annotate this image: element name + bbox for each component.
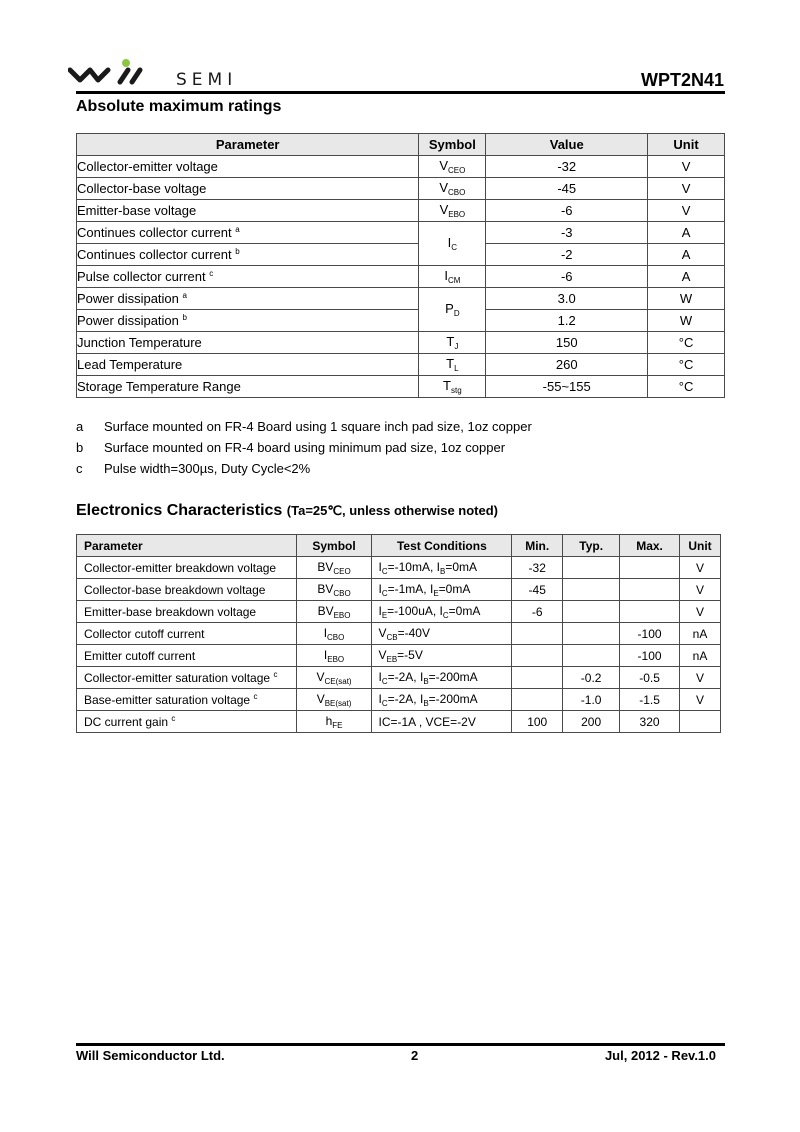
table-row	[77, 266, 725, 288]
param-cell: Junction Temperature	[77, 332, 419, 354]
elec-title: Electronics Characteristics (Ta=25℃, unless otherwise noted)	[76, 502, 498, 519]
param-cell: Collector-emitter voltage	[77, 156, 419, 178]
symbol-cell: $T_L$	[419, 354, 486, 376]
table-header-row	[77, 134, 725, 156]
unit-cell: A	[648, 244, 725, 266]
elec-subtitle: (Ta=25℃, unless otherwise noted)	[286, 503, 498, 518]
condition-cell: $V_{EB}=-5V$	[372, 645, 512, 667]
condition-cell: $I_C=-1mA$, $I_E=0mA$	[372, 579, 512, 601]
param-cell: Collector cutoff current	[77, 623, 297, 645]
symbol-cell: $I_{CBO}$	[296, 623, 372, 645]
footer-rule	[76, 1043, 725, 1046]
condition-cell: IC=-1A , VCE=-2V	[372, 711, 512, 733]
document-id: WPT2N41	[640, 70, 724, 90]
min-cell	[512, 623, 563, 645]
min-cell	[512, 645, 563, 667]
col-header: Symbol	[419, 134, 486, 156]
condition-cell: $I_C=-2A$, $I_B=-200mA$	[372, 689, 512, 711]
param-cell: Continues collector current $^b$	[77, 244, 419, 266]
param-cell: Lead Temperature	[77, 354, 419, 376]
unit-cell: V	[680, 689, 721, 711]
symbol-cell: $I_C$	[419, 222, 486, 266]
typ-cell	[563, 579, 620, 601]
symbol-cell: $T_J$	[419, 332, 486, 354]
unit-cell: W	[648, 288, 725, 310]
table-row	[77, 200, 725, 222]
value-cell: -45	[486, 178, 648, 200]
param-cell: Collector-base voltage	[77, 178, 419, 200]
will-logo-icon	[68, 58, 168, 90]
max-cell	[620, 557, 680, 579]
symbol-cell: $h_{FE}$	[296, 711, 372, 733]
value-cell: -55~155	[486, 376, 648, 398]
brand-text: SEMI	[176, 70, 238, 90]
unit-cell: V	[680, 667, 721, 689]
typ-cell: -1.0	[563, 689, 620, 711]
min-cell: 100	[512, 711, 563, 733]
table-row	[77, 667, 721, 689]
unit-cell: V	[648, 200, 725, 222]
symbol-cell: $I_{EBO}$	[296, 645, 372, 667]
footnotes	[76, 419, 532, 482]
min-cell: -45	[512, 579, 563, 601]
table-row	[77, 645, 721, 667]
max-cell	[620, 601, 680, 623]
unit-cell: nA	[680, 645, 721, 667]
param-cell: Emitter-base breakdown voltage	[77, 601, 297, 623]
col-header: Value	[486, 134, 648, 156]
unit-cell: V	[680, 557, 721, 579]
param-cell: Continues collector current $^a$	[77, 222, 419, 244]
symbol-cell: $V_{CE(sat)}$	[296, 667, 372, 689]
condition-cell: $I_E=-100uA$, $I_C=0mA$	[372, 601, 512, 623]
max-cell: -0.5	[620, 667, 680, 689]
footnote: a Surface mounted on FR-4 Board using 1 square inch pad size, 1oz copper	[76, 419, 532, 434]
symbol-cell: $P_D$	[419, 288, 486, 332]
min-cell: -6	[512, 601, 563, 623]
col-header: Min.	[512, 535, 563, 557]
unit-cell: W	[648, 310, 725, 332]
table-row	[77, 376, 725, 398]
table-row	[77, 178, 725, 200]
symbol-cell: $V_{CEO}$	[419, 156, 486, 178]
col-header: Typ.	[563, 535, 620, 557]
param-cell: Base-emitter saturation voltage $^c$	[77, 689, 297, 711]
param-cell: Collector-base breakdown voltage	[77, 579, 297, 601]
abs-max-title: Absolute maximum ratings	[76, 98, 282, 115]
table-row	[77, 601, 721, 623]
page-number: 2	[411, 1048, 419, 1063]
value-cell: -3	[486, 222, 648, 244]
abs-max-table	[76, 133, 725, 398]
unit-cell: A	[648, 266, 725, 288]
symbol-cell: $V_{EBO}$	[419, 200, 486, 222]
value-cell: -2	[486, 244, 648, 266]
unit-cell: °C	[648, 376, 725, 398]
table-row	[77, 310, 725, 332]
typ-cell	[563, 557, 620, 579]
value-cell: 150	[486, 332, 648, 354]
min-cell	[512, 689, 563, 711]
unit-cell: nA	[680, 623, 721, 645]
unit-cell: V	[648, 156, 725, 178]
unit-cell: V	[648, 178, 725, 200]
table-row	[77, 689, 721, 711]
footnote: b Surface mounted on FR-4 board using minimum pad size, 1oz copper	[76, 440, 506, 455]
symbol-cell: $V_{BE(sat)}$	[296, 689, 372, 711]
unit-cell: A	[648, 222, 725, 244]
footer-revision: Jul, 2012 - Rev.1.0	[604, 1048, 716, 1063]
param-cell: Storage Temperature Range	[77, 376, 419, 398]
max-cell: -1.5	[620, 689, 680, 711]
value-cell: -32	[486, 156, 648, 178]
param-cell: Emitter cutoff current	[77, 645, 297, 667]
table-row	[77, 354, 725, 376]
symbol-cell: $BV_{CEO}$	[296, 557, 372, 579]
table-row	[77, 579, 721, 601]
symbol-cell: $V_{CBO}$	[419, 178, 486, 200]
param-cell: Collector-emitter breakdown voltage	[77, 557, 297, 579]
table-row	[77, 332, 725, 354]
condition-cell: $V_{CB}=-40V$	[372, 623, 512, 645]
table-header-row	[77, 535, 721, 557]
unit-cell	[680, 711, 721, 733]
unit-cell: V	[680, 601, 721, 623]
typ-cell	[563, 601, 620, 623]
symbol-cell: $I_{CM}$	[419, 266, 486, 288]
symbol-cell: $BV_{CBO}$	[296, 579, 372, 601]
param-cell: Power dissipation $^b$	[77, 310, 419, 332]
value-cell: 3.0	[486, 288, 648, 310]
col-header: Unit	[680, 535, 721, 557]
col-header: Max.	[620, 535, 680, 557]
col-header: Unit	[648, 134, 725, 156]
col-header: Parameter	[77, 535, 297, 557]
table-row	[77, 557, 721, 579]
table-row	[77, 711, 721, 733]
table-row	[77, 288, 725, 310]
value-cell: 260	[486, 354, 648, 376]
min-cell	[512, 667, 563, 689]
max-cell: -100	[620, 623, 680, 645]
table-row	[77, 222, 725, 244]
table-row	[77, 623, 721, 645]
param-cell: Emitter-base voltage	[77, 200, 419, 222]
value-cell: -6	[486, 200, 648, 222]
condition-cell: $I_C=-10mA$, $I_B=0mA$	[372, 557, 512, 579]
typ-cell	[563, 623, 620, 645]
col-header: Symbol	[296, 535, 372, 557]
value-cell: 1.2	[486, 310, 648, 332]
will-semi-logo	[68, 58, 268, 90]
value-cell: -6	[486, 266, 648, 288]
typ-cell: 200	[563, 711, 620, 733]
symbol-cell: $BV_{EBO}$	[296, 601, 372, 623]
param-cell: Power dissipation $^a$	[77, 288, 419, 310]
max-cell	[620, 579, 680, 601]
footnote: c Pulse width=300µs, Duty Cycle<2%	[76, 461, 311, 476]
typ-cell: -0.2	[563, 667, 620, 689]
unit-cell: °C	[648, 354, 725, 376]
col-header: Parameter	[77, 134, 419, 156]
header-rule	[76, 91, 725, 94]
footer-company: Will Semiconductor Ltd.	[76, 1048, 225, 1063]
typ-cell	[563, 645, 620, 667]
unit-cell: V	[680, 579, 721, 601]
unit-cell: °C	[648, 332, 725, 354]
param-cell: DC current gain $^c$	[77, 711, 297, 733]
max-cell: -100	[620, 645, 680, 667]
param-cell: Pulse collector current $^c$	[77, 266, 419, 288]
max-cell: 320	[620, 711, 680, 733]
table-row	[77, 156, 725, 178]
col-header: Test Conditions	[372, 535, 512, 557]
min-cell: -32	[512, 557, 563, 579]
param-cell: Collector-emitter saturation voltage $^c$	[77, 667, 297, 689]
table-row	[77, 244, 725, 266]
condition-cell: $I_C=-2A$, $I_B=-200mA$	[372, 667, 512, 689]
elec-char-table	[76, 534, 721, 733]
symbol-cell: $T_{stg}$	[419, 376, 486, 398]
